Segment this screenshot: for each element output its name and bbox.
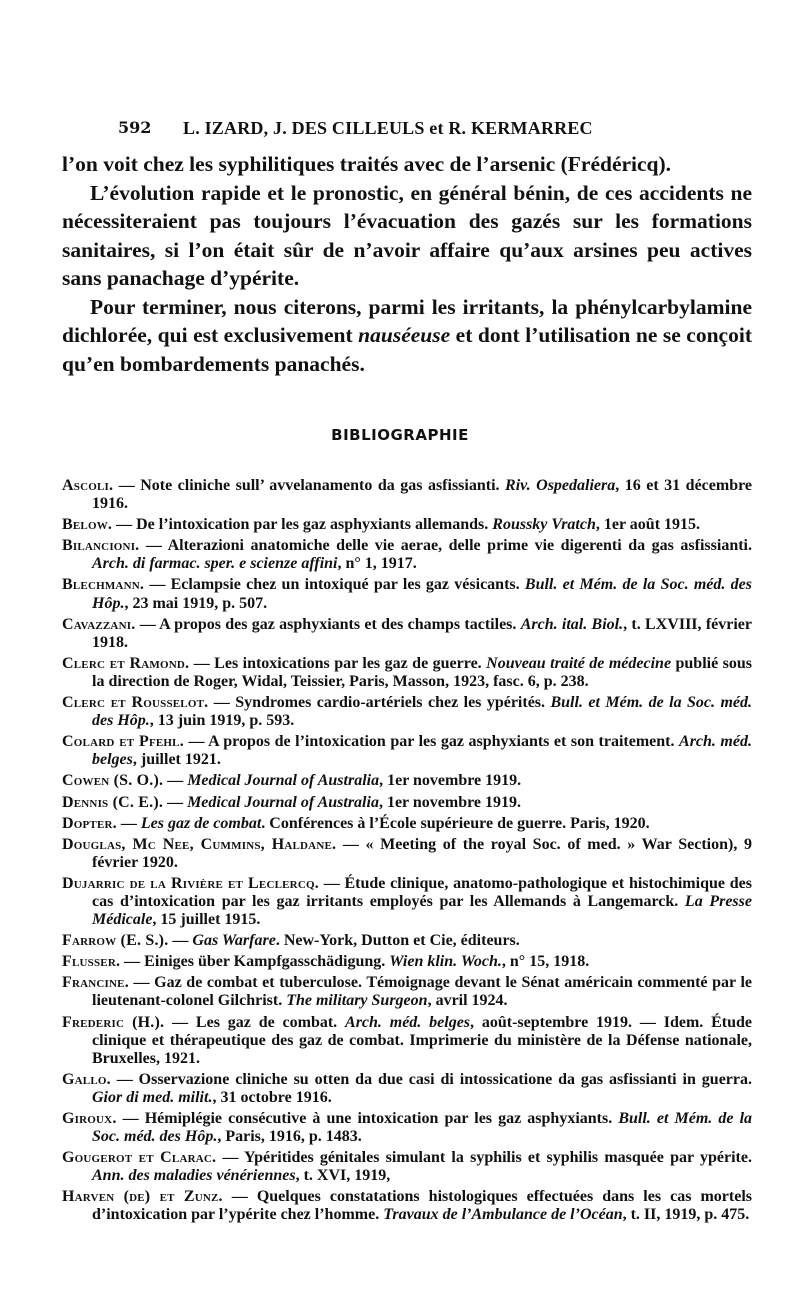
entry-source: Gas Warfare [192, 932, 276, 950]
entry-details: , t. II, 1919, p. 475. [622, 1206, 750, 1224]
paragraph-3-text: Pour terminer, nous citerons, parmi les irritants, la phénylcarbylamine dichlorée, qui est exclusivement [62, 294, 752, 347]
entry-author: Bilancioni. [62, 537, 140, 555]
entry-source: Arch. ital. Biol. [520, 615, 624, 633]
entry-details: , 23 mai 1919, p. 507. [124, 594, 268, 612]
entry-details: , n° 15, 1918. [501, 953, 590, 971]
entry-details: , n° 1, 1917. [337, 555, 417, 573]
entry-text: — Alterazioni anatomiche delle vie aerae, delle prime vie digerenti da gas asfissianti. [139, 537, 752, 555]
bibliography-entry [62, 694, 752, 730]
entry-author: Blechmann. [62, 576, 145, 594]
entry-author: Cowen (S. O.). [62, 772, 164, 790]
entry-details: , 13 juin 1919, p. 593. [149, 712, 295, 730]
bibliography-entry [62, 477, 752, 513]
entry-details: , 31 octobre 1916. [212, 1088, 332, 1106]
bibliography-entry [62, 576, 752, 612]
entry-author: Francine. [62, 974, 129, 992]
entry-details: , juillet 1921. [132, 751, 221, 769]
entry-text: — Les intoxications par les gaz de guerre. [189, 654, 487, 672]
entry-details: , 16 et 31 décembre 1916. [92, 477, 753, 513]
entry-details: , août-septembre 1919. — Idem. Étude clinique et thérapeutique des gaz de combat. Imprimerie du ministère de la Défense nationale, Bruxelles, 1921. [92, 1013, 753, 1067]
body-text [62, 150, 752, 378]
entry-source: The military Surgeon [286, 992, 428, 1010]
entry-author: Dennis (C. E.). [62, 793, 164, 811]
entry-source: Bull. et Mém. de la Soc. méd. des Hôp. [92, 1110, 753, 1146]
bibliography-entry [62, 516, 752, 534]
entry-details: , t. LXVIII, février 1918. [92, 615, 753, 651]
entry-source: Les gaz de combat [140, 814, 262, 832]
bibliography-entry [62, 794, 752, 812]
entry-author: Ascoli. [62, 477, 114, 494]
entry-author: Douglas, Mc Nee, Cummins, Haldane. [62, 835, 337, 853]
bibliography-entry [62, 1188, 752, 1224]
page-number: 592 [118, 118, 152, 137]
entry-source: Travaux de l’Ambulance de l’Océan [383, 1206, 623, 1224]
bibliography-entry [62, 815, 752, 833]
entry-details: . New-York, Dutton et Cie, éditeurs. [275, 932, 520, 950]
bibliography-entry [62, 1014, 752, 1068]
entry-author: Giroux. [62, 1110, 117, 1127]
entry-source: Arch. méd. belges [345, 1013, 471, 1031]
entry-author: Frederic (H.). [62, 1013, 165, 1031]
entry-source: Roussky Vratch [492, 516, 596, 534]
entry-text: — A propos de l’intoxication par les gaz asphyxiants et son traitement. [183, 733, 680, 751]
page-header [118, 118, 758, 144]
bibliography-title: BIBLIOGRAPHIE [331, 426, 469, 444]
entry-text: — Quelques constatations histologiques effectuées dans les cas mortels d’intoxication par l’ypérite chez l’homme. [92, 1188, 752, 1224]
entry-text: — Note cliniche sull’ avvelanamento da gas asfissianti. [113, 477, 506, 494]
entry-source: Medical Journal of Australia [187, 793, 379, 811]
bibliography-entry [62, 836, 752, 872]
entry-author: Cavazzani. [62, 615, 136, 633]
entry-author: Gougerot et Clarac. [62, 1149, 217, 1167]
entry-text: — [163, 793, 188, 811]
entry-details: , 15 juillet 1915. [152, 911, 261, 929]
bibliography-entry [62, 1110, 752, 1146]
entry-source: Arch. di farmac. sper. e scienze affini [92, 555, 338, 573]
entry-source: Wien klin. Woch. [389, 953, 502, 971]
entry-author: Flusser. [62, 953, 121, 971]
entry-details: publié sous la direction de Roger, Widal, Teissier, Paris, Masson, 1923, fasc. 6, p. 238. [92, 654, 753, 690]
bibliography-entry [62, 953, 752, 971]
entry-source: Medical Journal of Australia [187, 772, 380, 790]
entry-author: Dopter. [62, 814, 117, 832]
bibliography-entry [62, 537, 752, 573]
entry-text: — A propos des gaz asphyxiants et des champs tactiles. [135, 615, 521, 633]
entry-source: Bull. et Mém. de la Soc. méd. des Hôp. [92, 694, 752, 730]
running-head: L. IZARD, J. DES CILLEULS et R. KERMARREC [183, 118, 593, 138]
entry-author: Clerc et Rousselot. [62, 694, 209, 712]
paragraph-3 [62, 293, 752, 379]
entry-text: — Eclampsie chez un intoxiqué par les gaz vésicants. [144, 576, 525, 594]
bibliography-list [62, 477, 752, 1228]
entry-author: Farrow (E. S.). [62, 932, 169, 950]
bibliography-entry [62, 733, 752, 769]
entry-text: — Les gaz de combat. [164, 1013, 346, 1031]
entry-details: , 1er novembre 1919. [378, 793, 522, 811]
paragraph-2: L’évolution rapide et le pronostic, en général bénin, de ces accidents ne nécessiteraient pas toujours l’évacuation des gazés sur les formations sanitaires, si l’on était sûr de n’avoir affaire qu’aux arsines peu actives sans panachage d’ypérite. [62, 180, 752, 290]
entry-text: — Ypéritides génitales simulant la syphilis et syphilis masquée par ypérite. [216, 1149, 752, 1167]
paragraph-3-text-end: et dont l’utilisation ne se conçoit qu’en bombardements panachés. [62, 323, 752, 376]
entry-source: Gior di med. milit. [92, 1088, 213, 1106]
entry-source: Riv. Ospedaliera [505, 477, 616, 494]
bibliography-entry [62, 974, 752, 1010]
entry-text: — Hémiplégie consécutive à une intoxication par les gaz asphyxiants. [116, 1110, 619, 1127]
entry-details: . Conférences à l’École supérieure de guerre. Paris, 1920. [261, 814, 650, 832]
entry-author: Clerc et Ramond. [62, 654, 190, 672]
bibliography-entry [62, 875, 752, 929]
entry-details: , 1er août 1915. [595, 516, 701, 534]
entry-details: , t. XVI, 1919, [295, 1167, 391, 1185]
entry-source: Bull. et Mém. de la Soc. méd. des Hôp. [92, 576, 752, 612]
entry-author: Gallo. [62, 1070, 111, 1088]
bibliography-entry [62, 1071, 752, 1107]
entry-details: , 1er novembre 1919. [379, 772, 522, 790]
paragraph-1: l’on voit chez les syphilitiques traités avec de l’arsenic (Frédéricq). [62, 152, 672, 176]
entry-author: Colard et Pfehl. [62, 733, 184, 751]
entry-source: La Presse Médicale [92, 892, 752, 929]
bibliography-entry [62, 772, 752, 790]
entry-text: — « Meeting of the royal Soc. of med. » War Section), 9 février 1920. [92, 835, 752, 871]
entry-text: — Gaz de combat et tuberculose. Témoignage devant le Sénat américain commenté par le lieutenant-colonel Gilchrist. [92, 974, 752, 1010]
entry-details: , Paris, 1916, p. 1483. [217, 1128, 362, 1146]
entry-text: — Osservazione cliniche su otten da due casi di intossicatione da gas asfissianti in guerra. [110, 1070, 752, 1088]
entry-source: Nouveau traité de médecine [486, 654, 672, 672]
entry-author: Harven (de) et Zunz. [62, 1188, 223, 1206]
entry-text: — Syndromes cardio-artériels chez les ypérités. [208, 694, 551, 712]
entry-text: — [168, 932, 193, 950]
bibliography-entry [62, 1149, 752, 1185]
entry-text: — Étude clinique, anatomo-pathologique et histochimique des cas d’intoxication par les gaz irritants employés par les Allemands à Langemarck. [92, 874, 752, 910]
entry-author: Dujarric de la Rivière et Leclercq. [62, 874, 319, 892]
entry-text: — [116, 814, 141, 832]
entry-details: , avril 1924. [427, 992, 508, 1010]
bibliography-entry [62, 932, 752, 950]
entry-text: — [163, 772, 188, 790]
entry-source: Ann. des maladies vénériennes [92, 1167, 296, 1185]
entry-text: — Einiges über Kampfgasschädigung. [120, 953, 390, 971]
bibliography-entry [62, 655, 752, 691]
paragraph-3-emphasis: nauséeuse [358, 323, 451, 347]
entry-author: Below. [62, 516, 113, 534]
entry-source: Arch. méd. belges [92, 733, 752, 769]
bibliography-entry [62, 616, 752, 652]
entry-text: — De l’intoxication par les gaz asphyxiants allemands. [112, 516, 493, 534]
